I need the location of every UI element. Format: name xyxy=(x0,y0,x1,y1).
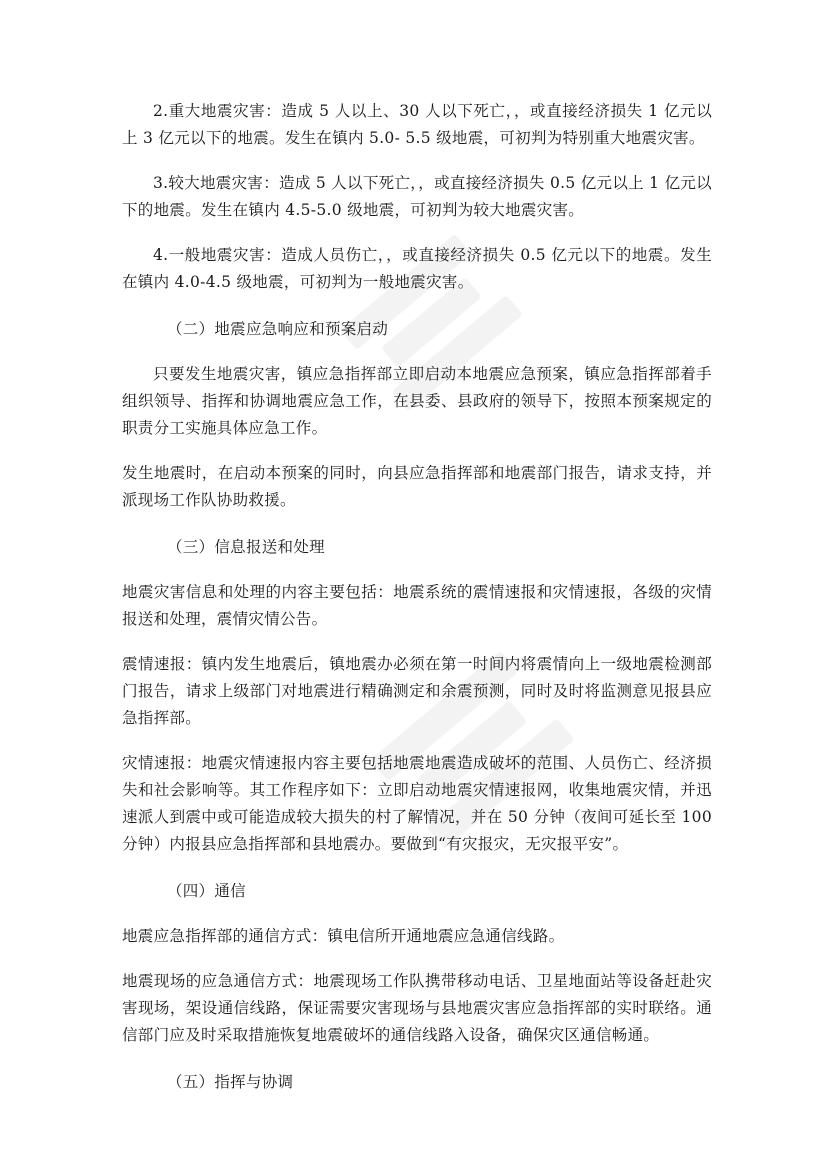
paragraph-quake-report: 震情速报：镇内发生地震后，镇地震办必须在第一时间内将震情向上一级地震检测部门报告，请求上级部门对地震进行精确测定和余震预测，同时及时将监测意见报县应急指挥部。 xyxy=(122,655,712,727)
paragraph-response-plan: 只要发生地震灾害，镇应急指挥部立即启动本地震应急预案，镇应急指挥部着手组织领导、指挥和协调地震应急工作，在县委、县政府的领导下，按照本预案规定的职责分工实施具体应急工作。 xyxy=(122,365,712,437)
paragraph-general-earthquake: 4.一般地震灾害：造成人员伤亡，，或直接经济损失 0.5 亿元以下的地震。发生在镇内 4.0-4.5 级地震，可初判为一般地震灾害。 xyxy=(122,246,712,291)
paragraph-major-earthquake: 2.重大地震灾害：造成 5 人以上、30 人以下死亡，，或直接经济损失 1 亿元以上 3 亿元以下的地震。发生在镇内 5.0- 5.5 级地震，可初判为特别重大地震灾害。 xyxy=(122,102,712,147)
section-heading-command: （五）指挥与协调 xyxy=(166,1073,294,1091)
section-heading-response: （二）地震应急响应和预案启动 xyxy=(166,320,389,338)
paragraph-larger-earthquake: 3.较大地震灾害：造成 5 人以下死亡，，或直接经济损失 0.5 亿元以上 1 亿元以下的地震。发生在镇内 4.5-5.0 级地震，可初判为较大地震灾害。 xyxy=(122,174,712,219)
paragraph-information-content: 地震灾害信息和处理的内容主要包括：地震系统的震情速报和灾情速报，各级的灾情报送和处理，震情灾情公告。 xyxy=(122,583,712,628)
section-heading-information: （三）信息报送和处理 xyxy=(166,538,325,556)
paragraph-field-communication: 地震现场的应急通信方式：地震现场工作队携带移动电话、卫星地面站等设备赶赴灾害现场，架设通信线路，保证需要灾害现场与县地震灾害应急指挥部的实时联络。通信部门应及时采取措施恢复地震破坏的通信线路入设备，确保灾区通信畅通。 xyxy=(122,972,712,1044)
paragraph-command-communication: 地震应急指挥部的通信方式：镇电信所开通地震应急通信线路。 xyxy=(122,927,565,945)
document-body xyxy=(122,98,712,1096)
section-heading-communication: （四）通信 xyxy=(166,882,246,900)
paragraph-disaster-report: 灾情速报：地震灾情速报内容主要包括地震地震造成破坏的范围、人员伤亡、经济损失和社会影响等。其工作程序如下：立即启动地震灾情速报网，收集地震灾情，并迅速派人到震中或可能造成较大损失的村了解情况，并在 50 分钟（夜间可延长至 100 分钟）内报县应急指挥部和县地震办。要做到“有灾报灾，无灾报平安”。 xyxy=(122,754,712,853)
paragraph-report-support: 发生地震时，在启动本预案的同时，向县应急指挥部和地震部门报告，请求支持，并派现场工作队协助救援。 xyxy=(122,464,712,509)
